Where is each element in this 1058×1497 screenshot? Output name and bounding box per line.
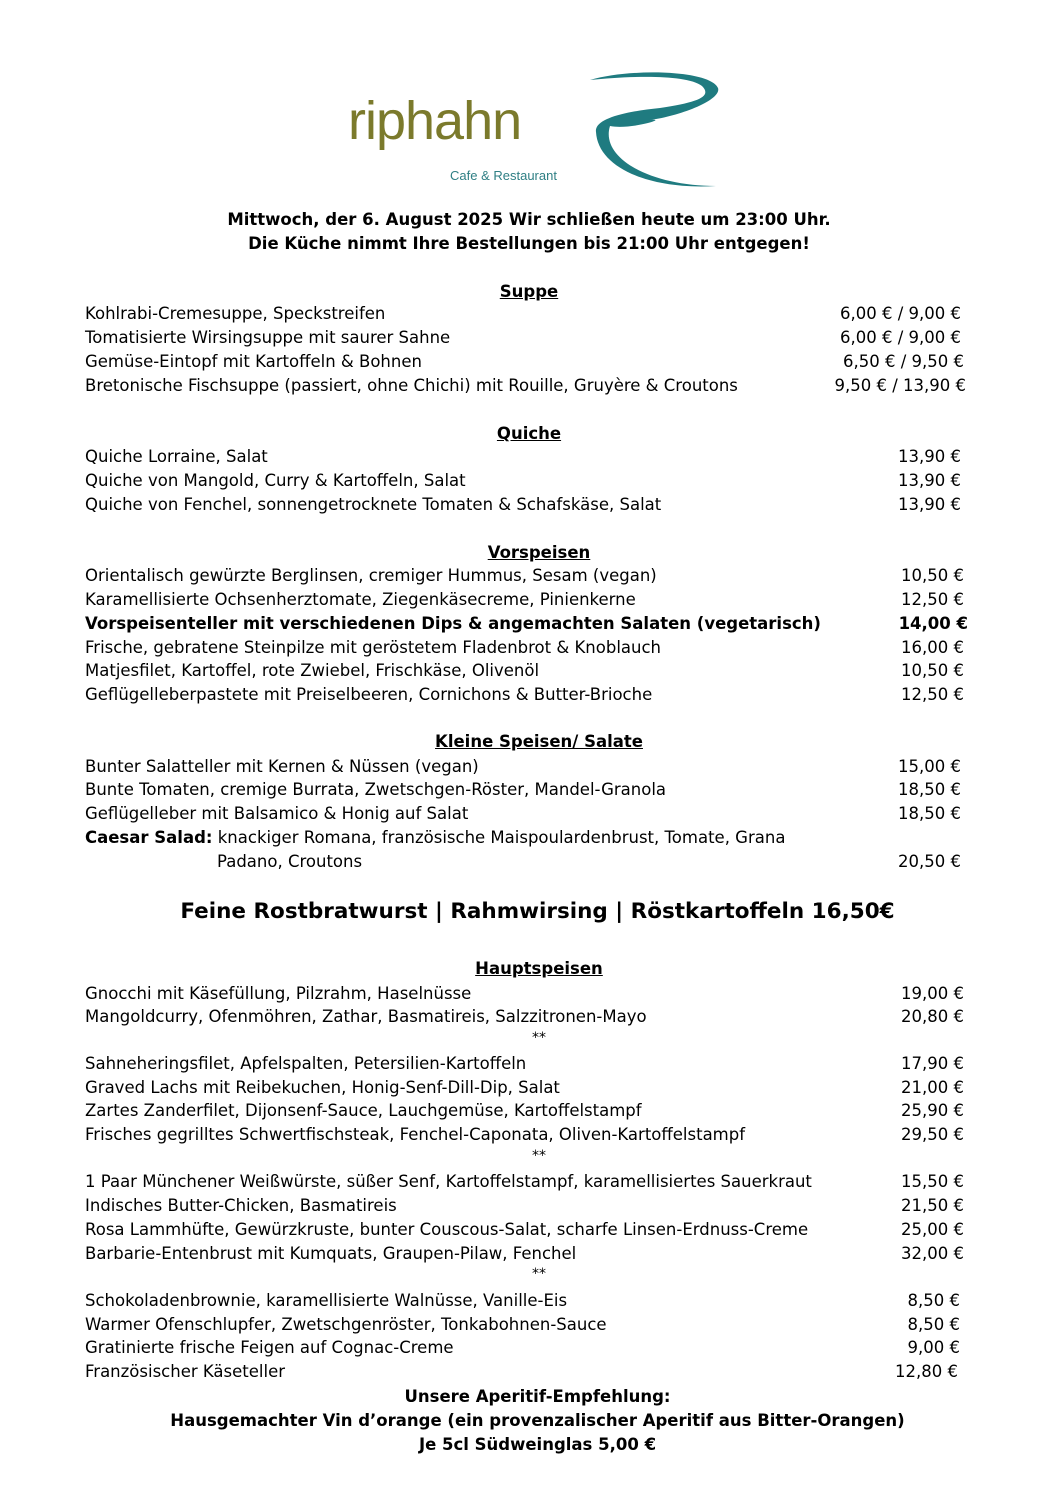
menu-item <box>85 302 970 326</box>
item-price: 9,50 € / 13,90 € <box>834 376 966 395</box>
item-name: Karamellisierte Ochsenherztomate, Ziegenkäsecreme, Pinienkerne <box>85 590 636 609</box>
item-name: Sahneheringsfilet, Apfelspalten, Petersilien-Kartoffeln <box>85 1054 527 1073</box>
footer-line-3: Je 5cl Südweinglas 5,00 € <box>418 1435 657 1454</box>
item-price: 20,50 € <box>898 852 961 871</box>
item-name: Quiche Lorraine, Salat <box>85 447 268 466</box>
item-name: Warmer Ofenschlupfer, Zwetschgenröster, Tonkabohnen-Sauce <box>85 1315 607 1334</box>
item-name: Vorspeisenteller mit verschiedenen Dips & angemachten Salaten (vegetarisch) <box>85 614 821 633</box>
item-price: 15,50 € <box>901 1172 964 1191</box>
section-title-vorspeisen: Vorspeisen <box>487 543 591 562</box>
item-name: Tomatisierte Wirsingsuppe mit saurer Sahne <box>85 328 451 347</box>
menu-item <box>85 1360 970 1384</box>
item-name: Frische, gebratene Steinpilze mit geröstetem Fladenbrot & Knoblauch <box>85 638 662 657</box>
item-price: 10,50 € <box>901 566 964 585</box>
item-price: 12,50 € <box>901 590 964 609</box>
caesar-desc-1: knackiger Romana, französische Maispoulardenbrust, Tomate, Grana <box>217 828 786 847</box>
separator: ** <box>532 1148 546 1164</box>
caesar-line-1 <box>85 826 785 850</box>
item-name: Barbarie-Entenbrust mit Kumquats, Graupen-Pilaw, Fenchel <box>85 1244 577 1263</box>
item-price: 6,50 € / 9,50 € <box>842 352 964 371</box>
header-line-1: Mittwoch, der 6. August 2025 Wir schließen heute um 23:00 Uhr. <box>227 210 831 229</box>
footer-line-2: Hausgemachter Vin d’orange (ein provenzalischer Aperitif aus Bitter-Orangen) <box>170 1411 905 1430</box>
item-name: Französischer Käseteller <box>85 1362 285 1381</box>
menu-item <box>85 326 970 350</box>
menu-item <box>85 469 970 493</box>
item-name: Geflügelleber mit Balsamico & Honig auf Salat <box>85 804 469 823</box>
menu-item-highlight <box>85 612 970 636</box>
item-name: Matjesfilet, Kartoffel, rote Zwiebel, Frischkäse, Olivenöl <box>85 661 540 680</box>
item-price: 10,50 € <box>901 661 964 680</box>
section-title-quiche: Quiche <box>496 424 562 443</box>
footer-line-1: Unsere Aperitif-Empfehlung: <box>404 1387 671 1406</box>
menu-item <box>85 1076 970 1100</box>
menu-item <box>85 445 970 469</box>
aperitif-recommendation <box>0 1385 1058 1457</box>
menu-item <box>85 493 970 517</box>
menu-item <box>85 1123 970 1147</box>
item-price: 21,00 € <box>901 1078 964 1097</box>
item-price: 6,00 € / 9,00 € <box>839 328 961 347</box>
item-name: Graved Lachs mit Reibekuchen, Honig-Senf-Dill-Dip, Salat <box>85 1078 560 1097</box>
item-name: Bunter Salatteller mit Kernen & Nüssen (vegan) <box>85 757 479 776</box>
item-price: 21,50 € <box>901 1196 964 1215</box>
logo-swoosh-icon <box>590 68 730 188</box>
item-name: Gemüse-Eintopf mit Kartoffeln & Bohnen <box>85 352 422 371</box>
item-name: Frisches gegrilltes Schwertfischsteak, Fenchel-Caponata, Oliven-Kartoffelstampf <box>85 1125 746 1144</box>
item-price: 13,90 € <box>898 495 961 514</box>
item-name: 1 Paar Münchener Weißwürste, süßer Senf, Kartoffelstampf, karamellisiertes Sauerkraut <box>85 1172 812 1191</box>
item-name: Gratinierte frische Feigen auf Cognac-Creme <box>85 1338 454 1357</box>
menu-item <box>85 1170 970 1194</box>
header-notice <box>0 208 1058 256</box>
feature-dish: Feine Rostbratwurst | Rahmwirsing | Röstkartoffeln 16,50€ <box>180 899 895 924</box>
item-name: Orientalisch gewürzte Berglinsen, cremiger Hummus, Sesam (vegan) <box>85 566 657 585</box>
menu-item <box>85 1289 970 1313</box>
menu-item <box>85 1052 970 1076</box>
item-price: 9,00 € <box>907 1338 960 1357</box>
separator: ** <box>532 1266 546 1282</box>
item-price: 25,90 € <box>901 1101 964 1120</box>
item-price: 8,50 € <box>907 1291 960 1310</box>
item-price: 6,00 € / 9,00 € <box>839 304 961 323</box>
menu-item <box>85 1336 970 1360</box>
menu-item <box>85 564 970 588</box>
header-line-2: Die Küche nimmt Ihre Bestellungen bis 21:00 Uhr entgegen! <box>248 234 810 253</box>
item-name: Quiche von Fenchel, sonnengetrocknete Tomaten & Schafskäse, Salat <box>85 495 662 514</box>
item-price: 25,00 € <box>901 1220 964 1239</box>
caesar-label: Caesar Salad: <box>85 828 213 847</box>
logo-subtitle: Cafe & Restaurant <box>450 168 557 183</box>
item-price: 13,90 € <box>898 447 961 466</box>
item-name: Kohlrabi-Cremesuppe, Speckstreifen <box>85 304 386 323</box>
menu-item <box>85 1218 970 1242</box>
menu-item <box>85 1194 970 1218</box>
menu-item <box>85 1005 970 1029</box>
item-name: Gnocchi mit Käsefüllung, Pilzrahm, Haselnüsse <box>85 984 472 1003</box>
menu-item <box>85 350 970 374</box>
item-name: Schokoladenbrownie, karamellisierte Walnüsse, Vanille-Eis <box>85 1291 568 1310</box>
caesar-salad-item-cont <box>85 850 970 874</box>
section-title-suppe: Suppe <box>499 282 559 301</box>
menu-item <box>85 755 970 779</box>
item-price: 19,00 € <box>901 984 964 1003</box>
logo-wordmark: riphahn <box>348 91 522 151</box>
item-price: 15,00 € <box>898 757 961 776</box>
caesar-desc-2: Padano, Croutons <box>217 852 363 871</box>
menu-item <box>85 778 970 802</box>
item-price: 32,00 € <box>901 1244 964 1263</box>
menu-item <box>85 982 970 1006</box>
item-price: 17,90 € <box>901 1054 964 1073</box>
item-price: 13,90 € <box>898 471 961 490</box>
section-title-kleine-speisen: Kleine Speisen/ Salate <box>435 732 643 751</box>
menu-item <box>85 588 970 612</box>
menu-item <box>85 659 970 683</box>
item-name: Quiche von Mangold, Curry & Kartoffeln, Salat <box>85 471 466 490</box>
item-name: Zartes Zanderfilet, Dijonsenf-Sauce, Lauchgemüse, Kartoffelstampf <box>85 1101 642 1120</box>
item-price: 8,50 € <box>907 1315 960 1334</box>
item-name: Rosa Lammhüfte, Gewürzkruste, bunter Couscous-Salat, scharfe Linsen-Erdnuss-Creme <box>85 1220 809 1239</box>
menu-item <box>85 1242 970 1266</box>
item-price: 16,00 € <box>901 638 964 657</box>
item-price: 18,50 € <box>898 804 961 823</box>
item-name: Bretonische Fischsuppe (passiert, ohne Chichi) mit Rouille, Gruyère & Croutons <box>85 376 738 395</box>
menu-item <box>85 1099 970 1123</box>
separator: ** <box>532 1030 546 1046</box>
item-name: Indisches Butter-Chicken, Basmatireis <box>85 1196 397 1215</box>
logo <box>340 62 730 192</box>
item-price: 12,50 € <box>901 685 964 704</box>
item-price: 20,80 € <box>901 1007 964 1026</box>
item-price: 29,50 € <box>901 1125 964 1144</box>
item-price: 12,80 € <box>895 1362 958 1381</box>
section-title-hauptspeisen: Hauptspeisen <box>475 959 603 978</box>
menu-item <box>85 802 970 826</box>
menu-item <box>85 683 970 707</box>
menu-item <box>85 1313 970 1337</box>
menu-item <box>85 374 970 398</box>
caesar-salad-item <box>85 826 970 850</box>
item-price: 14,00 € <box>898 614 968 633</box>
item-name: Bunte Tomaten, cremige Burrata, Zwetschgen-Röster, Mandel-Granola <box>85 780 667 799</box>
item-price: 18,50 € <box>898 780 961 799</box>
item-name: Mangoldcurry, Ofenmöhren, Zathar, Basmatireis, Salzzitronen-Mayo <box>85 1007 647 1026</box>
item-name: Geflügelleberpastete mit Preiselbeeren, Cornichons & Butter-Brioche <box>85 685 653 704</box>
menu-item <box>85 636 970 660</box>
